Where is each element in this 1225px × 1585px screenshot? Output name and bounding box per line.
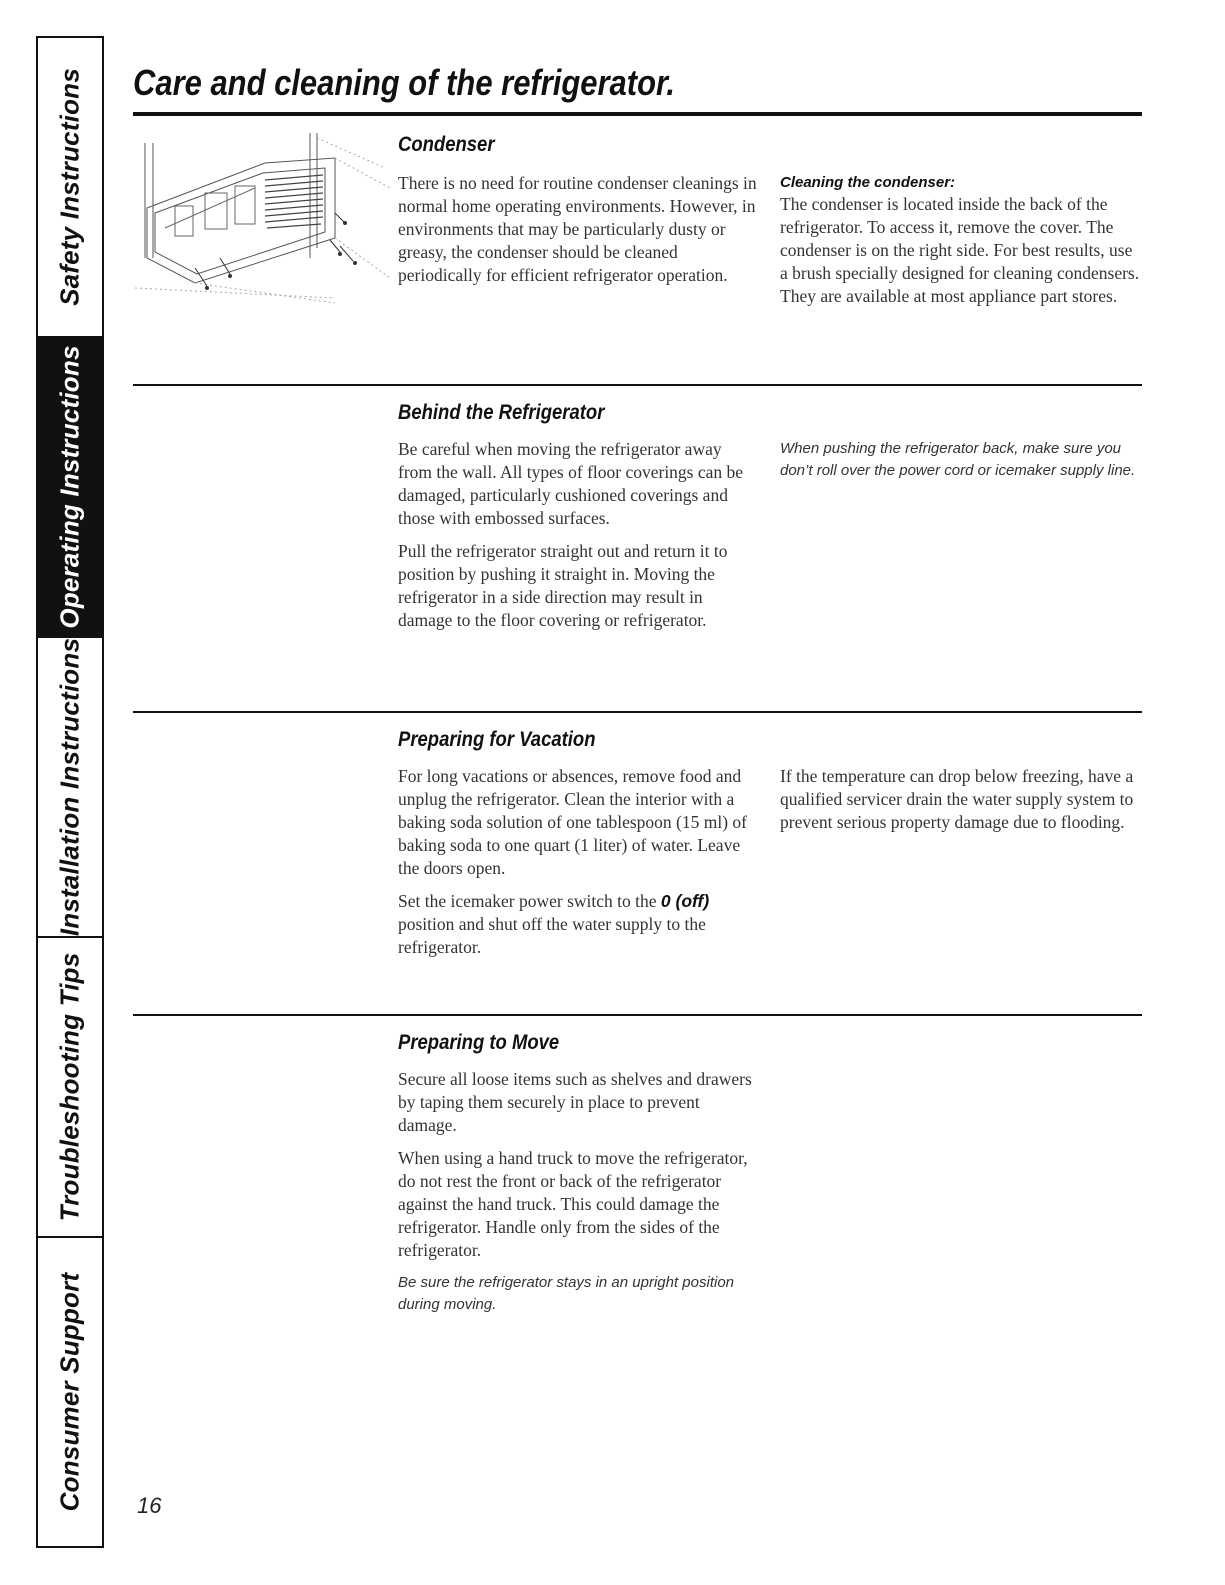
section-divider xyxy=(133,1014,1142,1016)
move-paragraph-1: Secure all loose items such as shelves and drawers by taping them securely in place to prevent damage. xyxy=(398,1069,752,1135)
section-tab-strip xyxy=(36,36,104,1548)
vacation-right-column xyxy=(780,765,1150,844)
cleaning-condenser-paragraph: The condenser is located inside the back of the refrigerator. To access it, remove the cover. The condenser is on the right side. For best results, use a brush specially designed for cleaning condensers. They are available at most appliance part stores. xyxy=(780,194,1140,306)
move-left-column xyxy=(398,1068,758,1316)
behind-paragraph-2: Pull the refrigerator straight out and return it to position by pushing it straight in. Moving the refrigerator in a side direction may result in damage to the floor covering or refrigerator. xyxy=(398,541,728,630)
tab-label: Safety Instructions xyxy=(54,68,85,306)
tab-label: Operating Instructions xyxy=(54,345,85,629)
tab-label: Troubleshooting Tips xyxy=(54,952,85,1222)
tab-safety-instructions[interactable] xyxy=(38,38,102,338)
vacation-paragraph-2-start: Set the icemaker power switch to the xyxy=(398,891,661,911)
section-divider xyxy=(133,711,1142,713)
behind-right-column xyxy=(780,438,1140,482)
vacation-paragraph-2 xyxy=(398,890,758,959)
section-title-vacation: Preparing for Vacation xyxy=(398,728,596,751)
page-title: Care and cleaning of the refrigerator. xyxy=(133,62,675,103)
vacation-paragraph-2-end: position and shut off the water supply to the refrigerator. xyxy=(398,914,706,957)
condenser-left-column xyxy=(398,172,758,297)
tab-label: Consumer Support xyxy=(54,1272,85,1512)
tab-consumer-support[interactable] xyxy=(38,1238,102,1546)
behind-left-column xyxy=(398,438,758,642)
move-note: Be sure the refrigerator stays in an upright position during moving. xyxy=(398,1274,735,1313)
section-title-behind: Behind the Refrigerator xyxy=(398,401,605,424)
tab-installation-instructions[interactable] xyxy=(38,638,102,938)
section-title-move: Preparing to Move xyxy=(398,1031,560,1054)
tab-operating-instructions[interactable] xyxy=(38,338,102,638)
cleaning-condenser-subhead: Cleaning the condenser: xyxy=(780,174,956,191)
tab-label: Installation Instructions xyxy=(54,638,85,937)
vacation-left-column xyxy=(398,765,758,969)
vacation-freezing-paragraph: If the temperature can drop below freezing, have a qualified servicer drain the water supply system to prevent serious property damage due to flooding. xyxy=(780,766,1134,832)
condenser-cover-illustration xyxy=(135,128,390,308)
page-number: 16 xyxy=(137,1493,162,1518)
behind-paragraph-1: Be careful when moving the refrigerator away from the wall. All types of floor coverings can be damaged, particularly cushioned coverings and those with embossed surfaces. xyxy=(398,439,744,528)
section-divider xyxy=(133,384,1142,386)
title-rule xyxy=(133,112,1142,116)
behind-note: When pushing the refrigerator back, make sure you don’t roll over the power cord or icemaker supply line. xyxy=(780,440,1136,479)
vacation-paragraph-1: For long vacations or absences, remove food and unplug the refrigerator. Clean the interior with a baking soda solution of one tablespoon (15 ml) of baking soda to one quart (1 liter) of water. Leave the doors open. xyxy=(398,766,747,878)
condenser-right-column xyxy=(780,173,1140,318)
off-position-label: 0 (off) xyxy=(660,891,710,911)
tab-troubleshooting-tips[interactable] xyxy=(38,938,102,1238)
section-title-condenser: Condenser xyxy=(398,133,495,156)
move-paragraph-2: When using a hand truck to move the refrigerator, do not rest the front or back of the refrigerator against the hand truck. This could damage the refrigerator. Handle only from the sides of the refrigerator. xyxy=(398,1148,748,1260)
condenser-paragraph: There is no need for routine condenser cleanings in normal home operating environments. However, in environments that may be particularly dusty or greasy, the condenser should be cleaned periodically for efficient refrigerator operation. xyxy=(398,173,757,285)
